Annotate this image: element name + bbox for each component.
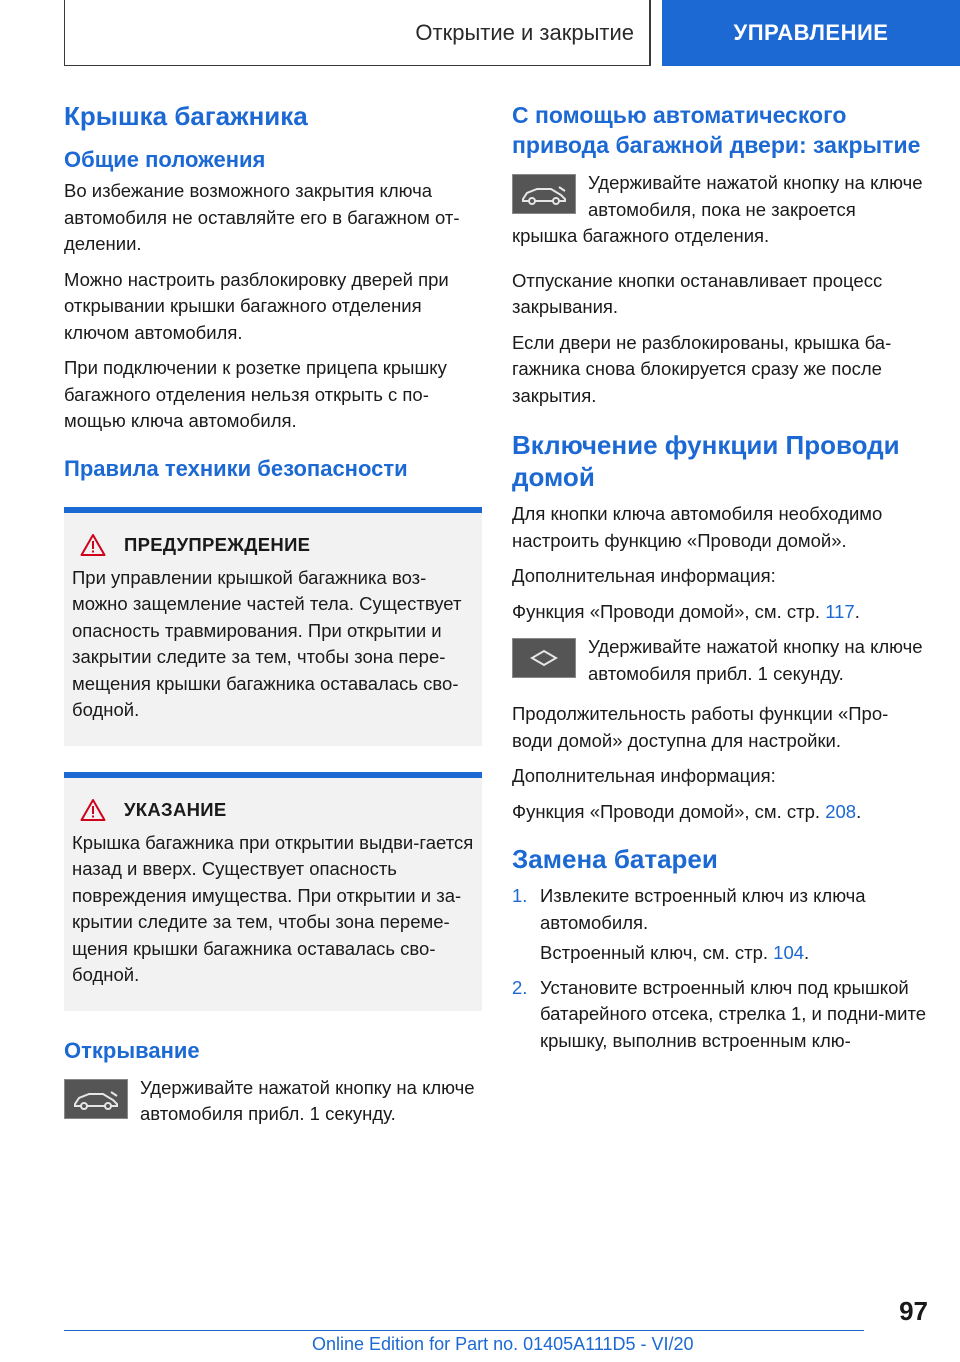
caution-triangle-icon: [80, 798, 106, 822]
opening-instruction: [64, 1075, 482, 1128]
notice-box: [64, 772, 482, 1011]
auto-close-continuation: крышка багажного отделения.: [512, 225, 770, 246]
header-chapter-title: УПРАВЛЕНИЕ: [733, 20, 889, 45]
follow-me-reference-2-page[interactable]: 208: [825, 800, 857, 822]
warning-title: ПРЕДУПРЕЖДЕНИЕ: [124, 533, 311, 555]
general-paragraph-2: Можно настроить разблокировку дверей при открывании крышки багажного отделения ключом автомобиля.: [64, 268, 449, 343]
battery-step-1: [512, 883, 928, 936]
car-trunk-button-icon: [64, 1079, 128, 1119]
header-divider: [649, 0, 651, 66]
left-column: [64, 100, 482, 1136]
warning-text: При управлении крышкой багажника воз-можно защемление частей тела. Существует опасность травмирования. При открытии и закрытии следите за тем, чтобы зона пере-мещения крышки багажника оставалась сво-бодной.: [72, 566, 462, 720]
auto-close-paragraph-2: Если двери не разблокированы, крышка ба-гажника снова блокируется сразу же после закрытия.: [512, 331, 892, 406]
follow-me-paragraph-4: Дополнительная информация:: [512, 765, 776, 786]
car-trunk-button-icon: [512, 174, 576, 214]
notice-text: Крышка багажника при открытии выдви-гается назад и вверх. Существует опасность повреждения имущества. При открытии и за-крытии следите за тем, чтобы зона переме-щения крышки багажника оставалась сво-бодной.: [72, 831, 474, 985]
follow-me-reference-1: Функция «Проводи домой», см. стр. 117.: [512, 600, 860, 622]
auto-close-instruction: [512, 170, 928, 223]
follow-me-paragraph-2: Дополнительная информация:: [512, 565, 776, 586]
follow-me-reference-2: Функция «Проводи домой», см. стр. 208.: [512, 800, 862, 822]
notice-title-row: [80, 798, 474, 822]
page-number: 97: [899, 1296, 928, 1326]
header-chapter: [662, 0, 960, 66]
notice-title: УКАЗАНИЕ: [124, 798, 227, 820]
battery-step-1-reference-text: Встроенный ключ, см. стр.: [540, 942, 769, 963]
battery-step-1-text: Извлеките встроенный ключ из ключа автомобиля.: [540, 885, 866, 933]
battery-step-2-number: 2.: [512, 976, 528, 998]
battery-step-2-text: Установите встроенный ключ под крышкой батарейного отсека, стрелка 1, и подни-мите крышку, выполнив встроенным клю-: [540, 976, 927, 1051]
battery-step-1-reference-page[interactable]: 104: [773, 942, 805, 963]
battery-heading: Замена батареи: [512, 844, 718, 874]
warning-box: [64, 507, 482, 746]
follow-me-icon-text: Удерживайте нажатой кнопку на ключе автомобиля прибл. 1 секунду.: [588, 636, 923, 684]
follow-me-instruction: [512, 634, 928, 687]
footer-edition: Online Edition for Part no. 01405A111D5 - VI/20: [312, 1334, 694, 1354]
warning-title-row: [80, 533, 474, 557]
right-column: [512, 100, 928, 1058]
footer-divider: [64, 1330, 864, 1331]
follow-me-reference-1-text: Функция «Проводи домой», см. стр.: [512, 600, 821, 622]
follow-me-paragraph-1: Для кнопки ключа автомобиля необходимо настроить функцию «Проводи домой».: [512, 503, 883, 551]
auto-close-paragraph-1: Отпускание кнопки останавливает процесс закрывания.: [512, 269, 883, 317]
general-paragraph-1: Во избежание возможного закрытия ключа автомобиля не оставляйте его в багажном от-делении.: [64, 180, 460, 254]
follow-me-home-button-icon: [512, 638, 576, 678]
follow-me-reference-2-text: Функция «Проводи домой», см. стр.: [512, 800, 821, 822]
battery-step-2: [512, 975, 928, 1055]
follow-me-heading: Включение функции Проводи домой: [512, 430, 900, 492]
page-title: Крышка багажника: [64, 101, 308, 131]
header-section-title: Открытие и закрытие: [415, 19, 634, 45]
general-heading: Общие положения: [64, 147, 266, 172]
auto-close-icon-text: Удерживайте нажатой кнопку на ключе автомобиля, пока не закроется: [588, 172, 923, 220]
auto-close-heading: С помощью автоматического привода багажной двери: закрытие: [512, 102, 921, 158]
follow-me-reference-1-page[interactable]: 117: [825, 600, 855, 622]
battery-step-1-number: 1.: [512, 885, 528, 906]
header-section: [64, 0, 650, 66]
follow-me-paragraph-3: Продолжительность работы функции «Про-води домой» доступна для настройки.: [512, 703, 889, 751]
general-paragraph-3: При подключении к розетке прицепа крышку багажного отделения нельзя открыть с по-мощью ключа автомобиля.: [64, 357, 447, 431]
opening-heading: Открывание: [64, 1037, 200, 1063]
safety-heading: Правила техники безопасности: [64, 455, 408, 481]
opening-text: Удерживайте нажатой кнопку на ключе автомобиля прибл. 1 секунду.: [140, 1076, 475, 1124]
battery-step-1-reference: Встроенный ключ, см. стр. 104.: [540, 942, 810, 963]
warning-triangle-icon: [80, 533, 106, 557]
